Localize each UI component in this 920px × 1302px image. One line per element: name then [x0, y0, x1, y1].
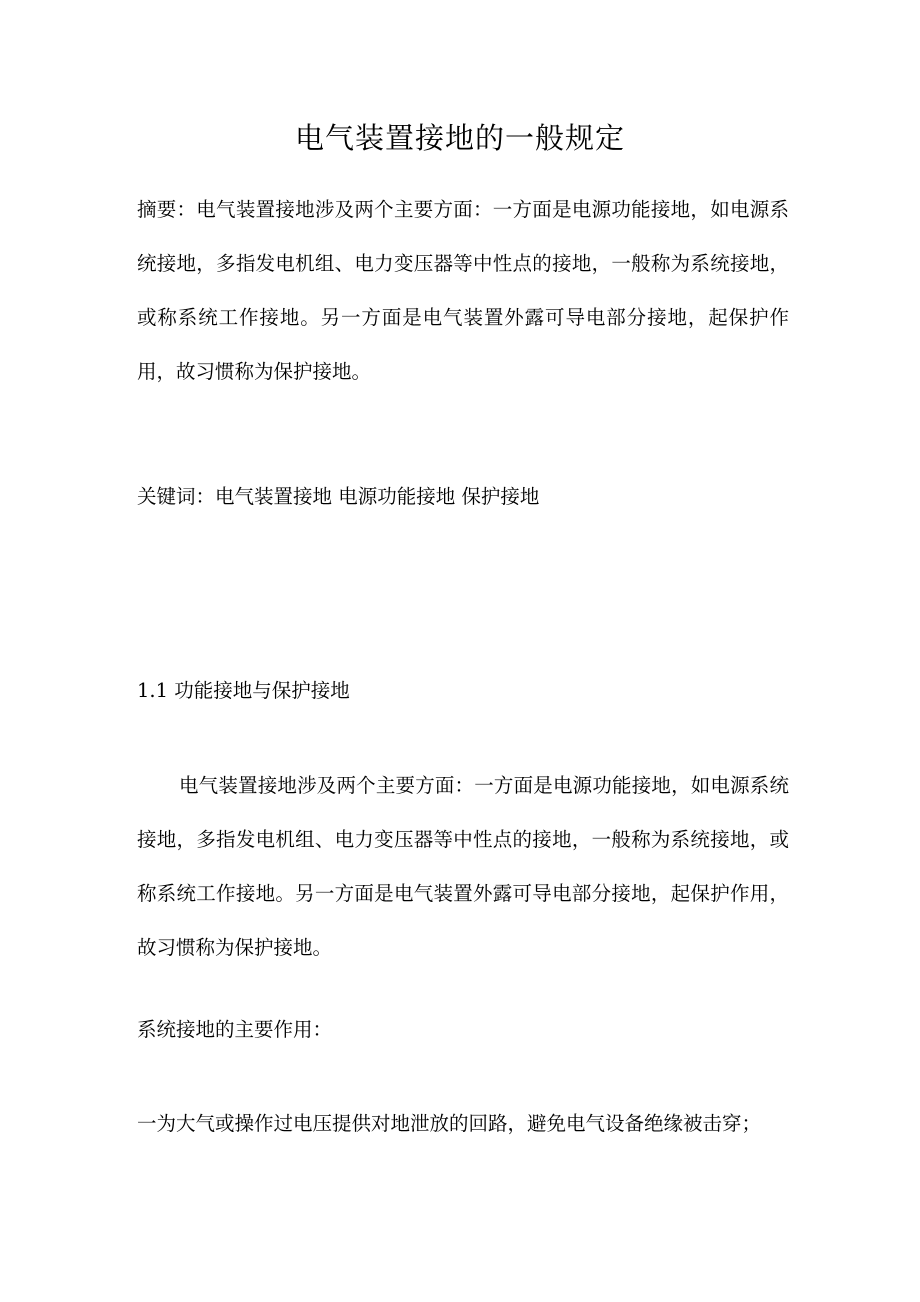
document-title: 电气装置接地的一般规定	[294, 121, 625, 155]
system-grounding-heading: 系统接地的主要作用：	[137, 1018, 333, 1041]
section-heading: 1.1 功能接地与保护接地	[137, 679, 350, 702]
list-item: 一为大气或操作过电压提供对地泄放的回路，避免电气设备绝缘被击穿；	[137, 1112, 762, 1135]
body-paragraph: 电气装置接地涉及两个主要方面：一方面是电源功能接地，如电源系统接地，多指发电机组、电力变压器等中性点的接地，一般称为系统接地，或称系统工作接地。另一方面是电气装置外露可导电部分接地，起保护作用，故习惯称为保护接地。	[137, 774, 789, 959]
keywords-line: 关键词：电气装置接地 电源功能接地 保护接地	[137, 485, 540, 508]
abstract-paragraph: 摘要：电气装置接地涉及两个主要方面：一方面是电源功能接地，如电源系统接地，多指发电机组、电力变压器等中性点的接地，一般称为系统接地，或称系统工作接地。另一方面是电气装置外露可导电部分接地，起保护作用，故习惯称为保护接地。	[137, 198, 789, 383]
